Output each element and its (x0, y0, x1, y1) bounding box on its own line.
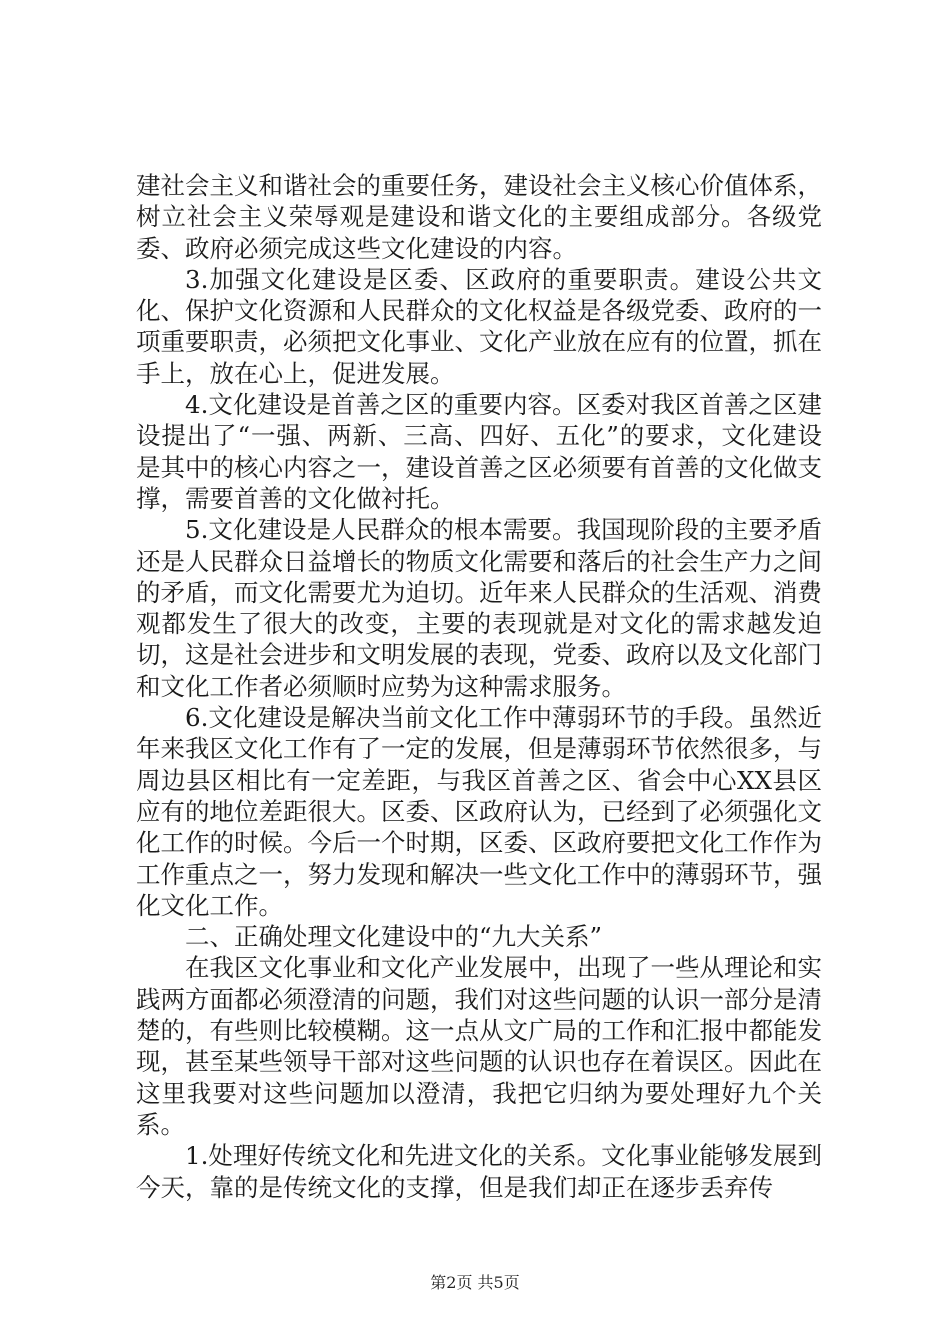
paragraph-item-6: 6.文化建设是解决当前文化工作中薄弱环节的手段。虽然近年来我区文化工作有了一定的发展，但是薄弱环节依然很多，与周边县区相比有一定差距，与我区首善之区、省会中心XX县区应有的地位差距很大。区委、区政府认为，已经到了必须强化文化工作的时候。今后一个时期，区委、区政府要把文化工作作为工作重点之一，努力发现和解决一些文化工作中的薄弱环节，强化文化工作。 (136, 703, 822, 920)
page-footer: 第2页 共5页 (430, 1273, 520, 1292)
paragraph-intro: 在我区文化事业和文化产业发展中，出现了一些从理论和实践两方面都必须澄清的问题，我们对这些问题的认识一部分是清楚的，有些则比较模糊。这一点从文广局的工作和汇报中都能发现，甚至某些领导干部对这些问题的认识也存在着误区。因此在这里我要对这些问题加以澄清，我把它归纳为要处理好九个关系。 (136, 953, 822, 1139)
document-body (136, 170, 822, 1203)
paragraph-item-5: 5.文化建设是人民群众的根本需要。我国现阶段的主要矛盾还是人民群众日益增长的物质文化需要和落后的社会生产力之间的矛盾，而文化需要尤为迫切。近年来人民群众的生活观、消费观都发生了很大的改变，主要的表现就是对文化的需求越发迫切，这是社会进步和文明发展的表现，党委、政府以及文化部门和文化工作者必须顺时应势为这种需求服务。 (136, 515, 822, 701)
section-heading: 二、正确处理文化建设中的“九大关系” (185, 922, 603, 952)
paragraph-item-3: 3.加强文化建设是区委、区政府的重要职责。建设公共文化、保护文化资源和人民群众的文化权益是各级党委、政府的一项重要职责，必须把文化事业、文化产业放在应有的位置，抓在手上，放在心上，促进发展。 (136, 264, 822, 388)
paragraph-item-4: 4.文化建设是首善之区的重要内容。区委对我区首善之区建设提出了“一强、两新、三高、四好、五化”的要求，文化建设是其中的核心内容之一，建设首善之区必须要有首善的文化做支撑，需要首善的文化做衬托。 (136, 390, 822, 513)
paragraph-continuation: 建社会主义和谐社会的重要任务，建设社会主义核心价值体系，树立社会主义荣辱观是建设和谐文化的主要组成部分。各级党委、政府必须完成这些文化建设的内容。 (136, 171, 822, 263)
paragraph-relation-1: 1.处理好传统文化和先进文化的关系。文化事业能够发展到今天，靠的是传统文化的支撑，但是我们却正在逐步丢弃传 (136, 1141, 822, 1202)
